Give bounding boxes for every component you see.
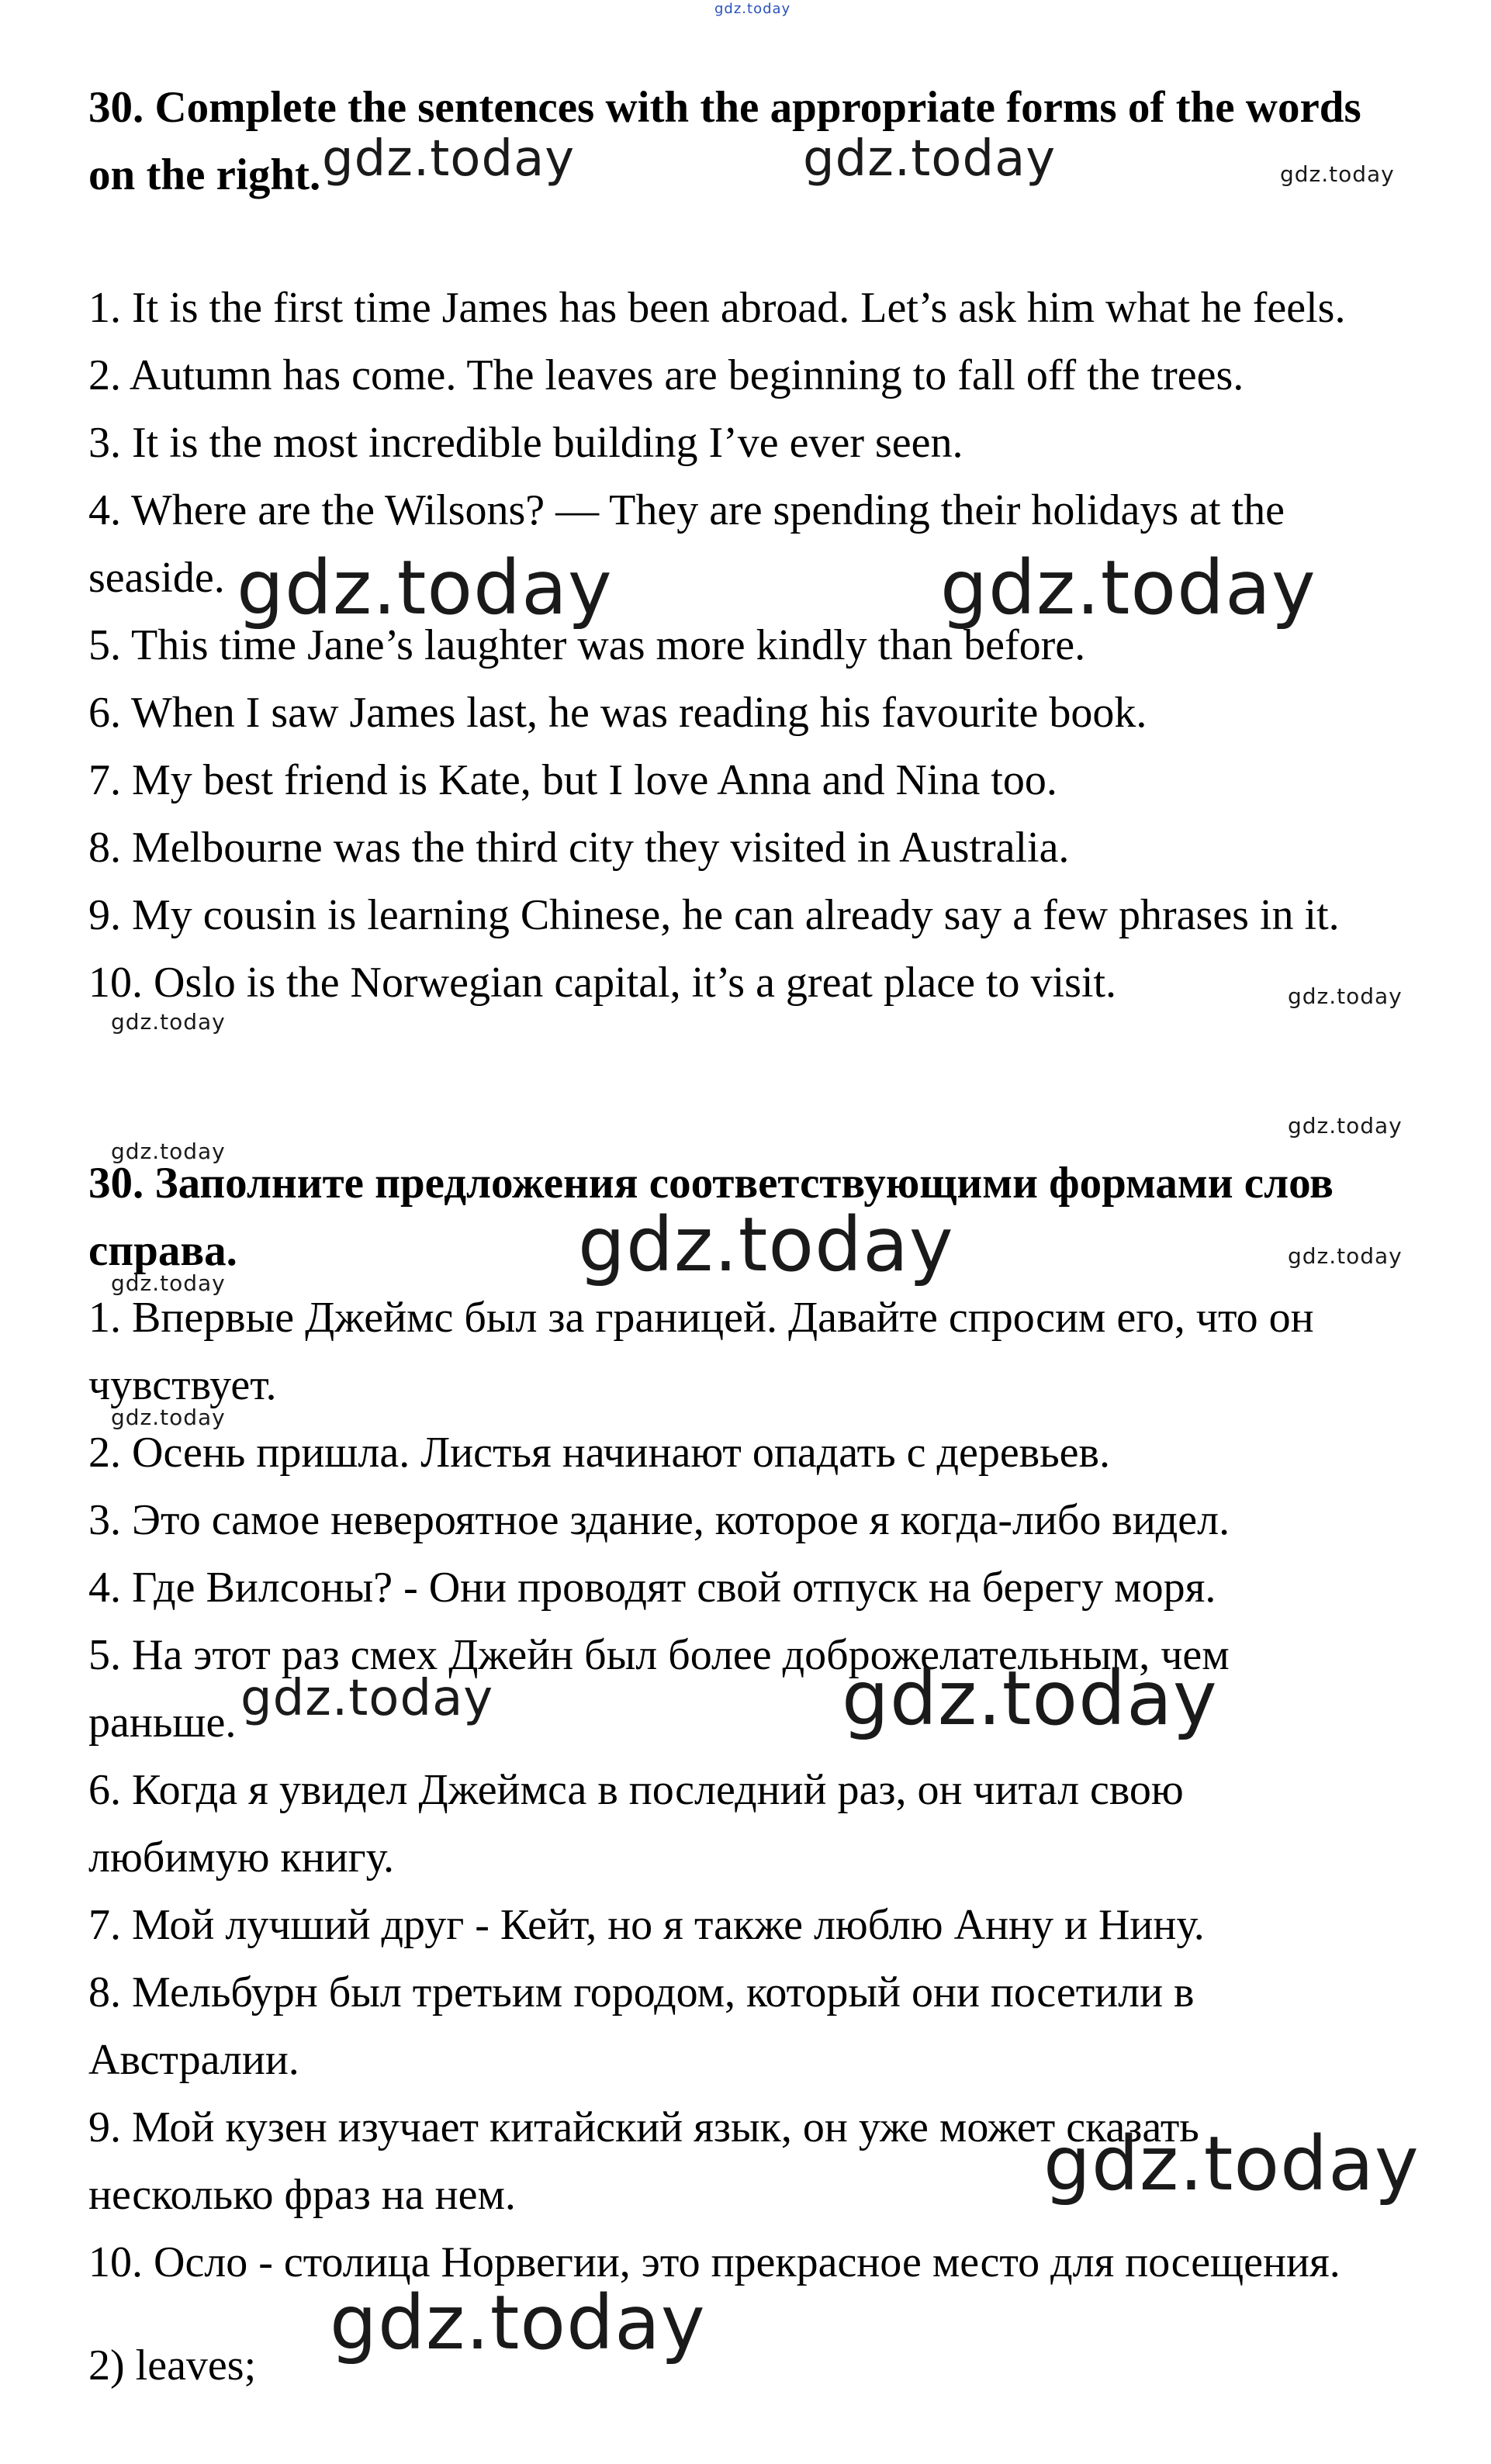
russian-line-6b: любимую книгу.	[88, 1833, 395, 1882]
english-line-4b: seaside.	[88, 554, 225, 602]
watermark: gdz.today	[1280, 161, 1395, 187]
watermark: gdz.today	[1043, 2120, 1420, 2207]
english-line-4: 4. Where are the Wilsons? — They are spending their holidays at the	[88, 486, 1285, 534]
watermark: gdz.today	[1288, 1113, 1403, 1139]
english-line-7: 7. My best friend is Kate, but I love Anna and Nina too.	[88, 756, 1057, 804]
english-line-1: 1. It is the first time James has been abroad. Let’s ask him what he feels.	[88, 284, 1346, 332]
watermark: gdz.today	[578, 1201, 954, 1288]
english-line-6: 6. When I saw James last, he was reading his favourite book.	[88, 689, 1147, 737]
watermark: gdz.today	[322, 130, 576, 188]
english-line-8: 8. Melbourne was the third city they visited in Australia.	[88, 824, 1070, 872]
russian-heading: 30. Заполните предложения соответствующими формами слов справа.	[88, 1159, 1334, 1275]
english-line-9: 9. My cousin is learning Chinese, he can already say a few phrases in it.	[88, 891, 1340, 939]
russian-line-8b: Австралии.	[88, 2036, 299, 2084]
russian-line-7: 7. Мой лучший друг - Кейт, но я также люблю Анну и Нину.	[88, 1901, 1205, 1949]
russian-line-10: 10. Осло - столица Норвегии, это прекрасное место для посещения.	[88, 2238, 1341, 2286]
english-heading: 30. Complete the sentences with the appropriate forms of the words on the right.	[88, 83, 1361, 199]
watermark: gdz.today	[1288, 1243, 1403, 1269]
russian-line-5b: раньше.	[88, 1699, 237, 1747]
russian-line-1b: чувствует.	[88, 1361, 277, 1409]
watermark: gdz.today	[330, 2279, 706, 2366]
watermark: gdz.today	[111, 1405, 226, 1430]
watermark: gdz.today	[111, 1270, 226, 1296]
russian-line-4: 4. Где Вилсоны? - Они проводят свой отпуск на берегу моря.	[88, 1564, 1216, 1612]
russian-line-6: 6. Когда я увидел Джеймса в последний раз, он читал свою	[88, 1766, 1184, 1814]
watermark: gdz.today	[111, 1139, 226, 1164]
watermark: gdz.today	[240, 1670, 494, 1727]
english-line-2: 2. Autumn has come. The leaves are beginning to fall off the trees.	[88, 351, 1244, 399]
watermark-top: gdz.today	[714, 1, 791, 17]
russian-line-8: 8. Мельбурн был третьим городом, который они посетили в	[88, 1968, 1195, 2016]
watermark: gdz.today	[1288, 983, 1403, 1009]
watermark: gdz.today	[237, 544, 613, 631]
russian-line-2: 2. Осень пришла. Листья начинают опадать с деревьев.	[88, 1429, 1110, 1477]
watermark: gdz.today	[803, 130, 1057, 188]
english-line-10: 10. Oslo is the Norwegian capital, it’s a great place to visit.	[88, 959, 1116, 1007]
russian-line-9b: несколько фраз на нем.	[88, 2171, 516, 2219]
answer-text: 2) leaves;	[88, 2341, 257, 2390]
watermark: gdz.today	[111, 1009, 226, 1035]
russian-line-9: 9. Мой кузен изучает китайский язык, он уже может сказать	[88, 2103, 1199, 2151]
russian-line-3: 3. Это самое невероятное здание, которое я когда-либо видел.	[88, 1496, 1230, 1544]
russian-line-5: 5. На этот раз смех Джейн был более доброжелательным, чем	[88, 1631, 1230, 1679]
english-line-3: 3. It is the most incredible building I’ve ever seen.	[88, 419, 963, 467]
russian-line-1: 1. Впервые Джеймс был за границей. Давайте спросим его, что он	[88, 1294, 1314, 1342]
watermark: gdz.today	[842, 1655, 1218, 1742]
english-line-5: 5. This time Jane’s laughter was more kindly than before.	[88, 621, 1086, 669]
watermark: gdz.today	[940, 544, 1316, 631]
